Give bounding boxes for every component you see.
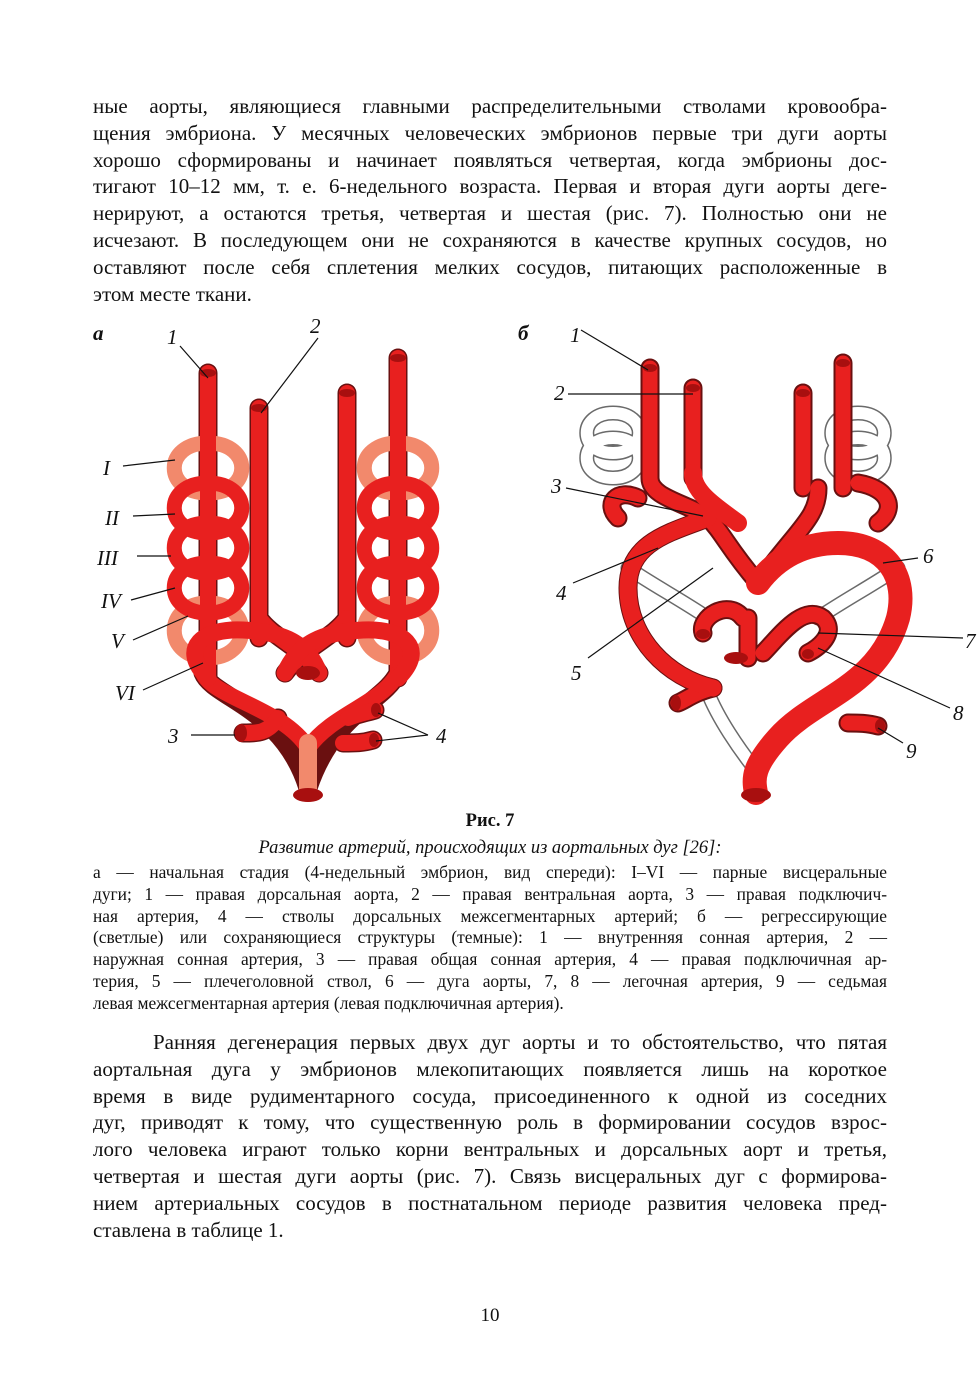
text-line: нерируют, а остаются третья, четвертая и шестая (рис. 7). Полностью они не bbox=[93, 201, 887, 226]
label-b-6: 6 bbox=[923, 544, 934, 568]
panel-a-letter: а bbox=[93, 321, 104, 345]
text-line: щения эмбриона. У месячных человеческих эмбрионов первые три дуги аорты bbox=[93, 120, 887, 145]
figure-title: Рис. 7 bbox=[465, 811, 515, 831]
arch-label-v: V bbox=[111, 629, 124, 653]
caption-line: (светлые) или сохраняющиеся структуры (темные): 1 — внутренняя сонная артерия, 2 — bbox=[93, 927, 887, 948]
label-a-3: 3 bbox=[168, 724, 179, 748]
label-b-2: 2 bbox=[554, 381, 565, 405]
caption-line: а — начальная стадия (4-недельный эмбрион, вид спереди): I–VI — парные висцеральные bbox=[93, 862, 887, 882]
paragraph-top bbox=[93, 93, 887, 307]
label-b-4: 4 bbox=[556, 581, 567, 605]
panel-a bbox=[93, 314, 447, 802]
label-b-5: 5 bbox=[571, 661, 582, 685]
label-a-1: 1 bbox=[167, 325, 178, 349]
caption-line: левая межсегментарная артерия (левая подключичная артерия). bbox=[93, 992, 564, 1013]
panel-b bbox=[518, 321, 977, 802]
label-b-1: 1 bbox=[570, 323, 581, 347]
arch-label-vi: VI bbox=[115, 681, 135, 705]
caption-line: ная артерия, 4 — стволы дорсальных межсегментарных артерий; б — регрессирующие bbox=[93, 905, 887, 926]
arch-label-iii: III bbox=[97, 546, 118, 570]
figure-aortic-arches bbox=[93, 314, 976, 808]
label-b-9: 9 bbox=[906, 739, 917, 763]
text-line: дуг, приводят к тому, что существенную роль в формировании сосудов взрос- bbox=[93, 1110, 887, 1135]
text-line: этом месте ткани. bbox=[93, 281, 252, 306]
text-line: нием артериальных сосудов в постнатальном периоде развития человека пред- bbox=[93, 1190, 887, 1215]
text-line: исчезают. В последующем они не сохраняются в качестве крупных сосудов, но bbox=[93, 227, 887, 252]
label-b-8: 8 bbox=[953, 701, 964, 725]
figure-caption bbox=[93, 862, 887, 1015]
arch-label-i: I bbox=[103, 456, 110, 480]
label-a-2: 2 bbox=[310, 314, 321, 338]
text-line: ные аорты, являющиеся главными распределительными стволами кровообра- bbox=[93, 94, 887, 118]
caption-line: наружная сонная артерия, 3 — правая общая сонная артерия, 4 — правая подключичная ар- bbox=[93, 949, 887, 970]
paragraph-bottom bbox=[93, 1029, 887, 1243]
text-line: четвертая и шестая дуги аорты (рис. 7). Связь висцеральных дуг с формирова- bbox=[93, 1163, 887, 1188]
label-b-7: 7 bbox=[965, 629, 976, 653]
text-line: тигают 10–12 мм, т. е. 6-недельного возраста. Первая и вторая дуги аорты деге- bbox=[93, 174, 887, 199]
label-a-4: 4 bbox=[436, 724, 447, 748]
caption-line: терия, 5 — плечеголовной ствол, 6 — дуга аорты, 7, 8 — легочная артерия, 9 — седьмая bbox=[93, 970, 887, 991]
text-line: хорошо сформированы и начинает появляться четвертая, когда эмбрионы дос- bbox=[93, 147, 887, 172]
figure-subtitle: Развитие артерий, происходящих из аортальных дуг [26]: bbox=[258, 838, 722, 858]
page-number: 10 bbox=[480, 1305, 500, 1326]
text-line: оставляют после себя сплетения мелких сосудов, питающих расположенные в bbox=[93, 254, 887, 279]
text-line: Ранняя дегенерация первых двух дуг аорты и то обстоятельство, что пятая bbox=[153, 1030, 887, 1054]
text-line: аортальная дуга у эмбрионов млекопитающих появляется лишь на короткое bbox=[93, 1056, 887, 1081]
text-line: ставлена в таблице 1. bbox=[93, 1217, 284, 1242]
caption-line: дуги; 1 — правая дорсальная аорта, 2 — правая вентральная аорта, 3 — правая подключич- bbox=[93, 883, 887, 904]
arch-label-ii: II bbox=[105, 506, 119, 530]
arch-label-iv: IV bbox=[101, 589, 121, 613]
text-line: лого человека играют только корни вентральных и дорсальных аорт и третья, bbox=[93, 1137, 887, 1162]
panel-b-letter: б bbox=[518, 321, 529, 345]
text-line: время в виде рудиментарного сосуда, присоединенного к одной из соседних bbox=[93, 1083, 887, 1108]
label-b-3: 3 bbox=[551, 474, 562, 498]
